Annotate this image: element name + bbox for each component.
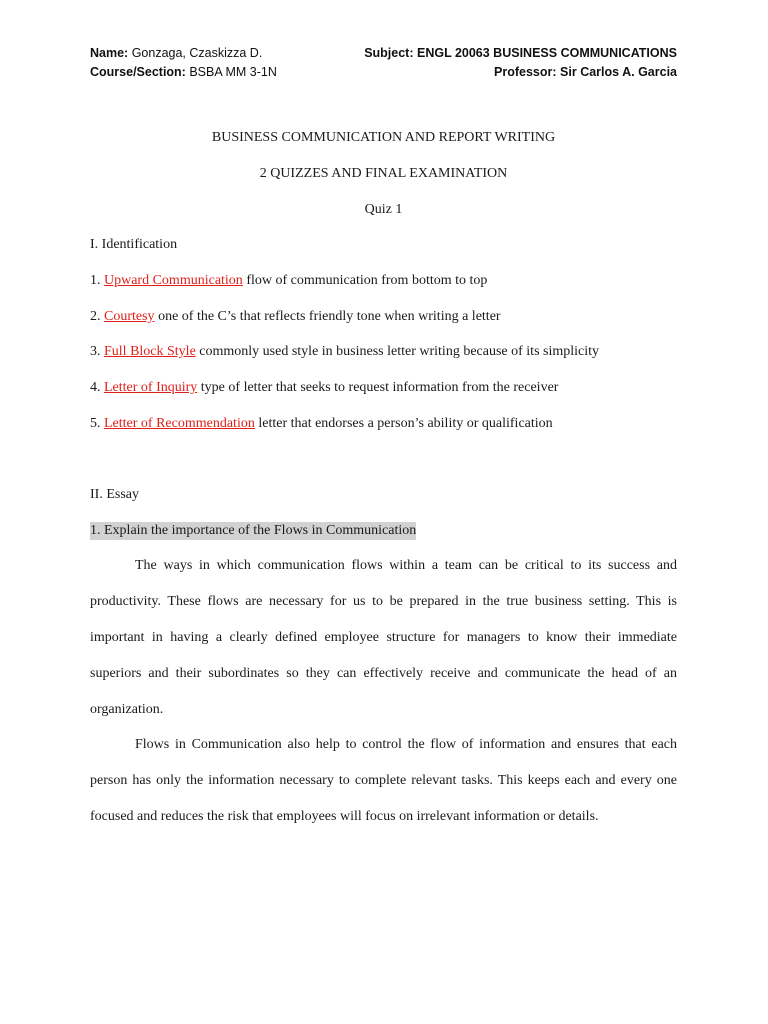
identification-item: [90, 272, 677, 290]
item-number: 4.: [90, 380, 101, 395]
course-value: BSBA MM 3-1N: [189, 65, 277, 79]
item-term: Letter of Recommendation: [104, 416, 255, 431]
essay-question: 1. Explain the importance of the Flows in Communication: [90, 523, 417, 538]
item-definition: one of the C’s that reflects friendly tone when writing a letter: [158, 309, 501, 324]
item-number: 1.: [90, 273, 101, 288]
header-row-1: [90, 44, 677, 63]
essay-heading: II. Essay: [90, 487, 139, 502]
item-number: 5.: [90, 416, 101, 431]
professor-value: Sir Carlos A. Garcia: [560, 65, 677, 79]
course-section: [90, 63, 277, 82]
identification-item: [90, 343, 677, 361]
item-number: 2.: [90, 309, 101, 324]
item-term: Courtesy: [104, 309, 155, 324]
name-value: Gonzaga, Czaskizza D.: [131, 46, 263, 60]
identification-item: [90, 379, 677, 397]
item-term: Upward Communication: [104, 273, 243, 288]
identification-item: [90, 415, 677, 433]
item-definition: flow of communication from bottom to top: [246, 273, 488, 288]
identification-heading: I. Identification: [90, 237, 178, 252]
subject-value: ENGL 20063 BUSINESS COMMUNICATIONS: [416, 46, 677, 60]
item-definition: letter that endorses a person’s ability or qualification: [258, 416, 553, 431]
sub-title: 2 QUIZZES AND FINAL EXAMINATION: [259, 166, 508, 181]
document-header: [90, 44, 677, 82]
item-term: Full Block Style: [104, 344, 196, 359]
professor: [494, 63, 677, 82]
course-label: Course/Section:: [90, 65, 186, 79]
name-label: Name:: [90, 46, 129, 60]
identification-item: [90, 308, 677, 326]
item-number: 3.: [90, 344, 101, 359]
header-row-2: [90, 63, 677, 82]
essay-paragraph: The ways in which communication flows within a team can be critical to its success and productivity. These flows are necessary for us to be prepared in the true business setting. This is important in having a clearly defined employee structure for managers to know their immediate superiors and their subordinates so they can effectively receive and communicate the head of an organization.: [90, 558, 677, 717]
item-term: Letter of Inquiry: [104, 380, 198, 395]
essay-question-line: [90, 522, 677, 540]
item-definition: commonly used style in business letter writing because of its simplicity: [199, 344, 600, 359]
subject: [364, 44, 677, 63]
main-title: BUSINESS COMMUNICATION AND REPORT WRITING: [211, 130, 556, 145]
essay-paragraph: Flows in Communication also help to control the flow of information and ensures that each person has only the information necessary to complete relevant tasks. This keeps each and every one focused and reduces the risk that employees will focus on irrelevant information or details.: [90, 737, 677, 824]
professor-label: Professor:: [494, 65, 557, 79]
subject-label: Subject:: [364, 46, 414, 60]
student-name: [90, 44, 262, 63]
quiz-title: Quiz 1: [364, 202, 403, 217]
item-definition: type of letter that seeks to request information from the receiver: [200, 380, 559, 395]
